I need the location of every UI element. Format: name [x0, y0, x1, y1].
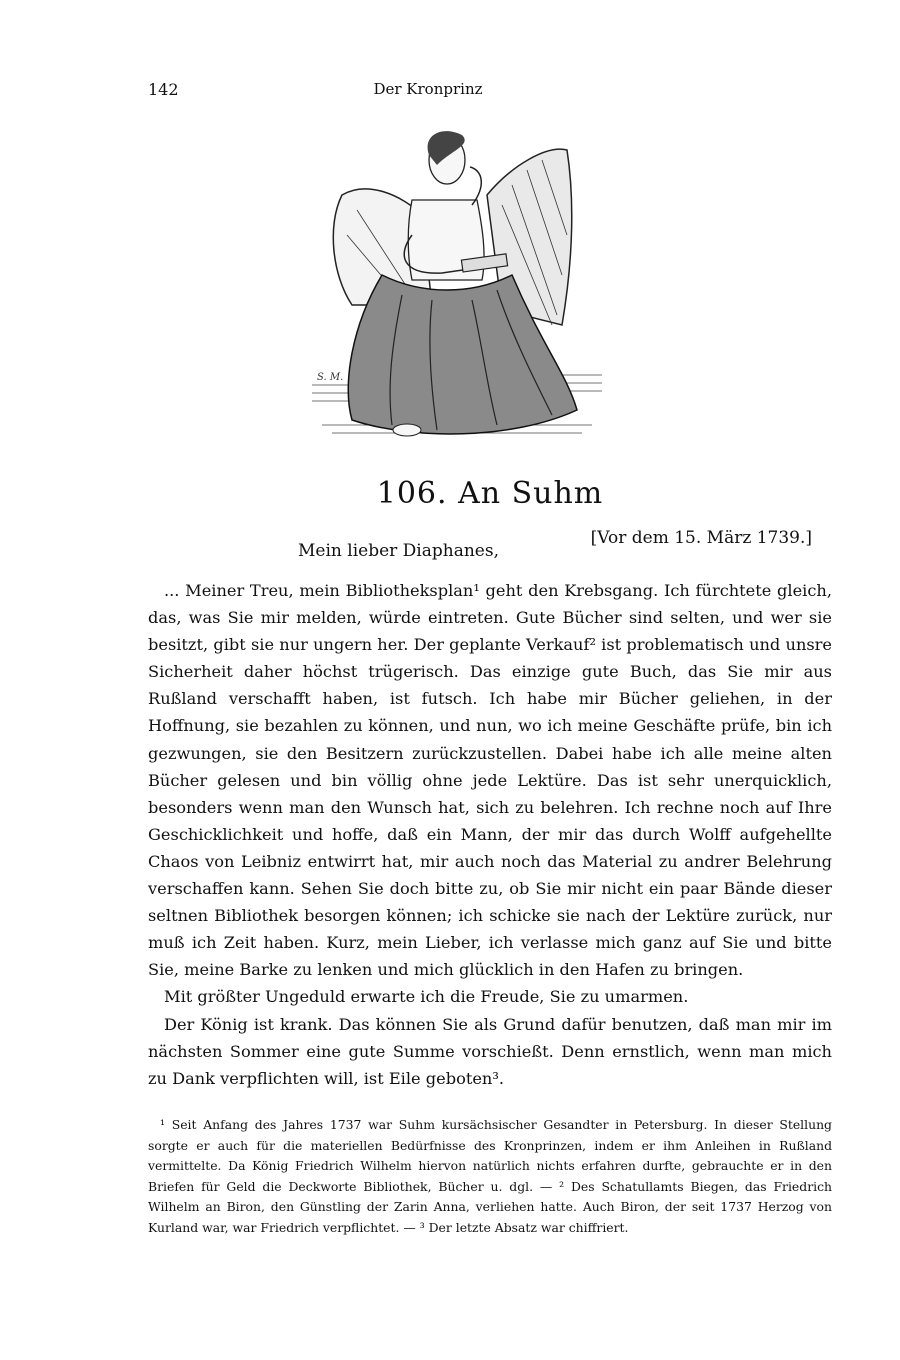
letter-body — [148, 577, 832, 1092]
seated-woman-illustration — [312, 125, 602, 450]
paragraph: ... Meiner Treu, mein Bibliotheksplan¹ geht den Krebsgang. Ich fürchtete gleich, das, was Sie mir melden, würde eintreten. Gute Bücher sind selten, und wer sie besitzt, gibt sie nur ungern her. Der geplante Verkauf² ist problematisch und unsre Sicherheit daher höchst trügerisch. Das einzige gute Buch, das Sie mir aus Rußland verschafft haben, ist futsch. Ich habe mir Bücher geliehen, in der Hoffnung, sie bezahlen zu können, und nun, wo ich meine Geschäfte prüfe, bin ich gezwungen, sie den Besitzern zurückzustellen. Dabei habe ich alle meine alten Bücher gelesen und bin völlig ohne jede Lektüre. Das ist sehr unerquicklich, besonders wenn man den Wunsch hat, sich zu belehren. Ich rechne noch auf Ihre Geschicklichkeit und hoffe, daß ein Mann, der mir das durch Wolff aufgehellte Chaos von Leibniz entwirrt hat, mir auch noch das Material zu andrer Belehrung verschaffen kann. Sehen Sie doch bitte zu, ob Sie mir nicht ein paar Bände dieser seltnen Bibliothek besorgen können; ich schicke sie nach der Lektüre zurück, nur muß ich Zeit haben. Kurz, mein Lieber, ich verlasse mich ganz auf Sie und bitte Sie, meine Barke zu lenken und mich glücklich in den Hafen zu bringen. — [148, 581, 832, 980]
paragraph: Mit größter Ungeduld erwarte ich die Freude, Sie zu umarmen. — [164, 987, 689, 1007]
page-header — [148, 80, 848, 104]
salutation: Mein lieber Diaphanes, — [298, 541, 499, 561]
running-title: Der Kronprinz — [373, 80, 483, 98]
footnote-text: ¹ Seit Anfang des Jahres 1737 war Suhm kursächsischer Gesandter in Petersburg. In dieser Stellung sorgte er auch für die materiellen Bedürfnisse des Kronprinzen, indem er ihm Anleihen in Rußland vermittelte. Da König Friedrich Wilhelm hiervon natürlich nichts erfahren durfte, gebrauchte er in den Briefen für Geld die Deckworte Bibliothek, Bücher u. dgl. — ² Des Schatullamts Biegen, das Friedrich Wilhelm an Biron, den Günstling der Zarin Anna, verliehen hatte. Auch Biron, der seit 1737 Herzog von Kurland war, war Friedrich verpflichtet. — ³ Der letzte Absatz war chiffriert. — [148, 1117, 832, 1235]
letter-date: [Vor dem 15. März 1739.] — [590, 528, 812, 548]
page-number: 142 — [148, 80, 179, 99]
svg-text:S. M.: S. M. — [317, 372, 344, 383]
footnotes — [148, 1115, 832, 1239]
paragraph: Der König ist krank. Das können Sie als Grund dafür benutzen, daß man mir im nächsten Sommer eine gute Summe vorschießt. Denn ernstlich, wenn man mich zu Dank verpflichten will, ist Eile geboten³. — [148, 1014, 832, 1088]
letter-title: 106. An Suhm — [376, 476, 604, 511]
